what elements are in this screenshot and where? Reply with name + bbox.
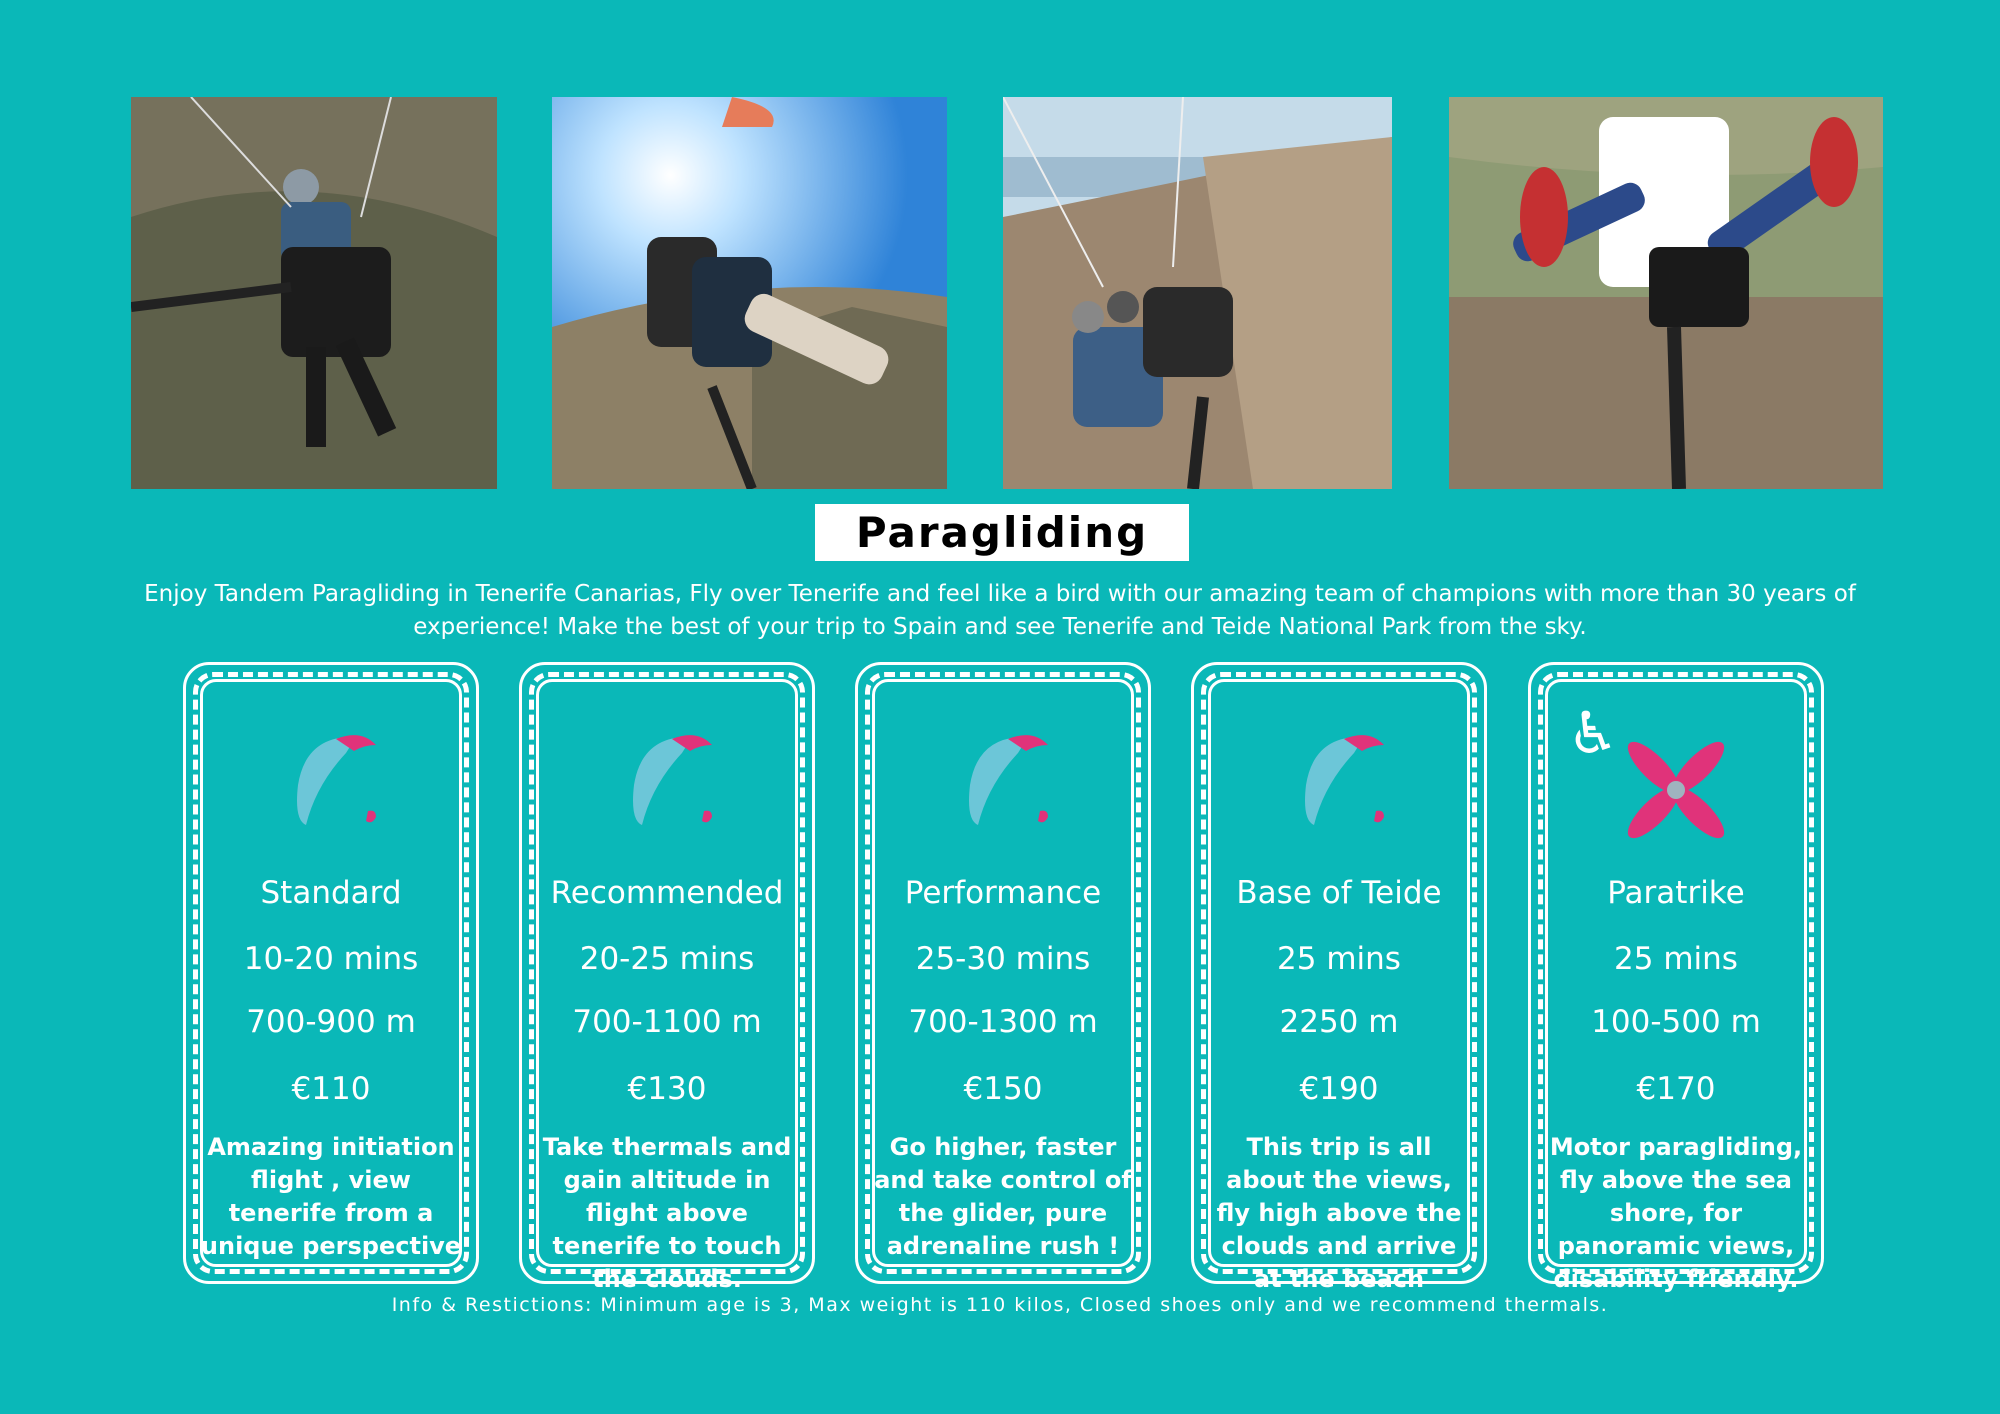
card-name: Standard xyxy=(260,875,402,911)
paraglider-icon xyxy=(186,725,476,845)
intro-text: Enjoy Tandem Paragliding in Tenerife Canarias, Fly over Tenerife and feel like a bird with our amazing team of champions with more than 30 years of experience! Make the best of your trip to Spain and see Tenerife and Teide National Park from the sky. xyxy=(144,581,1856,640)
card-paratrike xyxy=(1528,662,1824,1293)
paraglider-icon xyxy=(522,725,812,845)
card-description: Motor paragliding, fly above the sea shore, for panoramic views, disability friendly. xyxy=(1549,1133,1803,1293)
card-name: Performance xyxy=(904,875,1102,911)
photo-tandem-1 xyxy=(131,97,497,489)
card-duration: 25-30 mins xyxy=(915,941,1091,977)
card-recommended xyxy=(519,662,815,1293)
card-duration: 25 mins xyxy=(1614,941,1738,977)
card-description: Go higher, faster and take control of the glider, pure adrenaline rush ! xyxy=(874,1133,1132,1260)
card-performance xyxy=(855,662,1151,1284)
card-duration: 10-20 mins xyxy=(243,941,419,977)
card-name: Recommended xyxy=(550,875,784,911)
paraglider-icon xyxy=(858,725,1148,845)
card-altitude: 2250 m xyxy=(1279,1004,1399,1040)
card-description: Amazing initiation flight , view tenerife from a unique perspective xyxy=(200,1133,462,1260)
card-altitude: 700-1300 m xyxy=(908,1004,1098,1040)
photo-tandem-4 xyxy=(1449,97,1883,489)
card-standard xyxy=(183,662,479,1284)
card-price: €170 xyxy=(1636,1071,1716,1107)
photo-tandem-2 xyxy=(552,97,947,489)
card-base-of-teide xyxy=(1191,662,1487,1293)
card-altitude: 700-900 m xyxy=(246,1004,416,1040)
card-description: Take thermals and gain altitude in flight above tenerife to touch the clouds. xyxy=(542,1133,792,1293)
page-title: Paragliding xyxy=(815,504,1189,561)
card-duration: 25 mins xyxy=(1277,941,1401,977)
card-price: €190 xyxy=(1299,1071,1379,1107)
card-name: Base of Teide xyxy=(1236,875,1442,911)
card-price: €110 xyxy=(291,1071,371,1107)
footer-info: Info & Restictions: Minimum age is 3, Max weight is 110 kilos, Closed shoes only and we recommend thermals. xyxy=(391,1294,1609,1316)
card-altitude: 700-1100 m xyxy=(572,1004,762,1040)
photo-tandem-3 xyxy=(1003,97,1392,489)
propeller-icon xyxy=(1531,725,1821,845)
card-altitude: 100-500 m xyxy=(1591,1004,1761,1040)
card-price: €150 xyxy=(963,1071,1043,1107)
wheelchair-icon: ♿ xyxy=(1567,701,1619,766)
card-price: €130 xyxy=(627,1071,707,1107)
card-description: This trip is all about the views, fly high above the clouds and arrive at the beach xyxy=(1216,1133,1462,1293)
card-duration: 20-25 mins xyxy=(579,941,755,977)
card-name: Paratrike xyxy=(1607,875,1745,911)
paraglider-icon xyxy=(1194,725,1484,845)
